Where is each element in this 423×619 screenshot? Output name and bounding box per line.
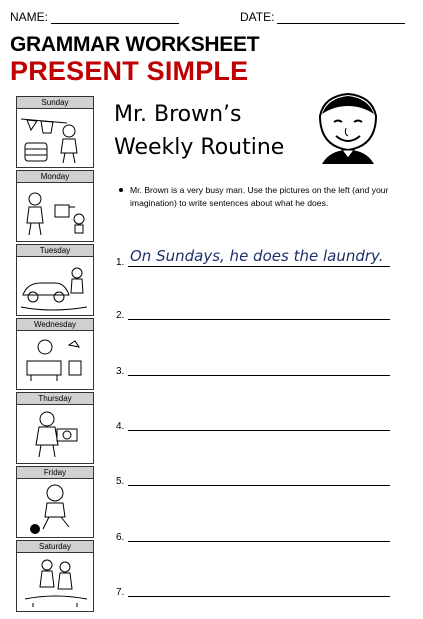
relaxing-illustration <box>17 331 93 389</box>
answer-number: 2. <box>116 310 125 321</box>
worksheet-subtitle: PRESENT SIMPLE <box>10 56 249 86</box>
date-label: DATE: <box>240 10 275 24</box>
answer-number: 1. <box>116 257 125 268</box>
answer-text: On Sundays, he does the laundry. <box>130 247 384 265</box>
photography-illustration <box>17 405 93 463</box>
answer-line-5[interactable] <box>114 466 390 486</box>
mr-brown-portrait-illustration <box>312 92 386 164</box>
day-label: Monday <box>17 171 93 183</box>
answer-line-6[interactable] <box>114 522 390 542</box>
day-panel-thursday <box>16 392 94 464</box>
worksheet-title: GRAMMAR WORKSHEET <box>10 33 260 56</box>
family-illustration <box>17 553 93 611</box>
laundry-illustration <box>17 109 93 167</box>
date-field[interactable] <box>240 10 405 24</box>
football-illustration <box>17 479 93 537</box>
name-label: NAME: <box>10 10 49 24</box>
day-panel-tuesday <box>16 244 94 316</box>
day-panel-sunday <box>16 96 94 168</box>
day-label: Thursday <box>17 393 93 405</box>
day-label: Saturday <box>17 541 93 553</box>
answer-line-4[interactable] <box>114 411 390 431</box>
day-label: Sunday <box>17 97 93 109</box>
answer-number: 6. <box>116 532 125 543</box>
date-blank[interactable] <box>277 11 405 24</box>
answer-number: 5. <box>116 476 125 487</box>
instruction-text: Mr. Brown is a very busy man. Use the pictures on the left (and your imagination) to write sentences about what he does. <box>130 184 394 209</box>
day-label: Wednesday <box>17 319 93 331</box>
day-panel-wednesday <box>16 318 94 390</box>
answer-line-3[interactable] <box>114 356 390 376</box>
answer-number: 3. <box>116 366 125 377</box>
day-label: Friday <box>17 467 93 479</box>
car-washing-illustration <box>17 257 93 315</box>
name-blank[interactable] <box>51 11 179 24</box>
answer-number: 7. <box>116 587 125 598</box>
day-panel-friday <box>16 466 94 538</box>
cooking-illustration <box>17 183 93 241</box>
day-panel-monday <box>16 170 94 242</box>
routine-title-line2: Weekly Routine <box>114 135 285 160</box>
day-panel-saturday <box>16 540 94 612</box>
answer-line-2[interactable] <box>114 300 390 320</box>
routine-title-line1: Mr. Brown’s <box>114 102 242 127</box>
answer-line-7[interactable] <box>114 577 390 597</box>
name-field[interactable] <box>10 10 179 24</box>
day-label: Tuesday <box>17 245 93 257</box>
answer-line-1[interactable] <box>114 247 390 267</box>
answer-number: 4. <box>116 421 125 432</box>
